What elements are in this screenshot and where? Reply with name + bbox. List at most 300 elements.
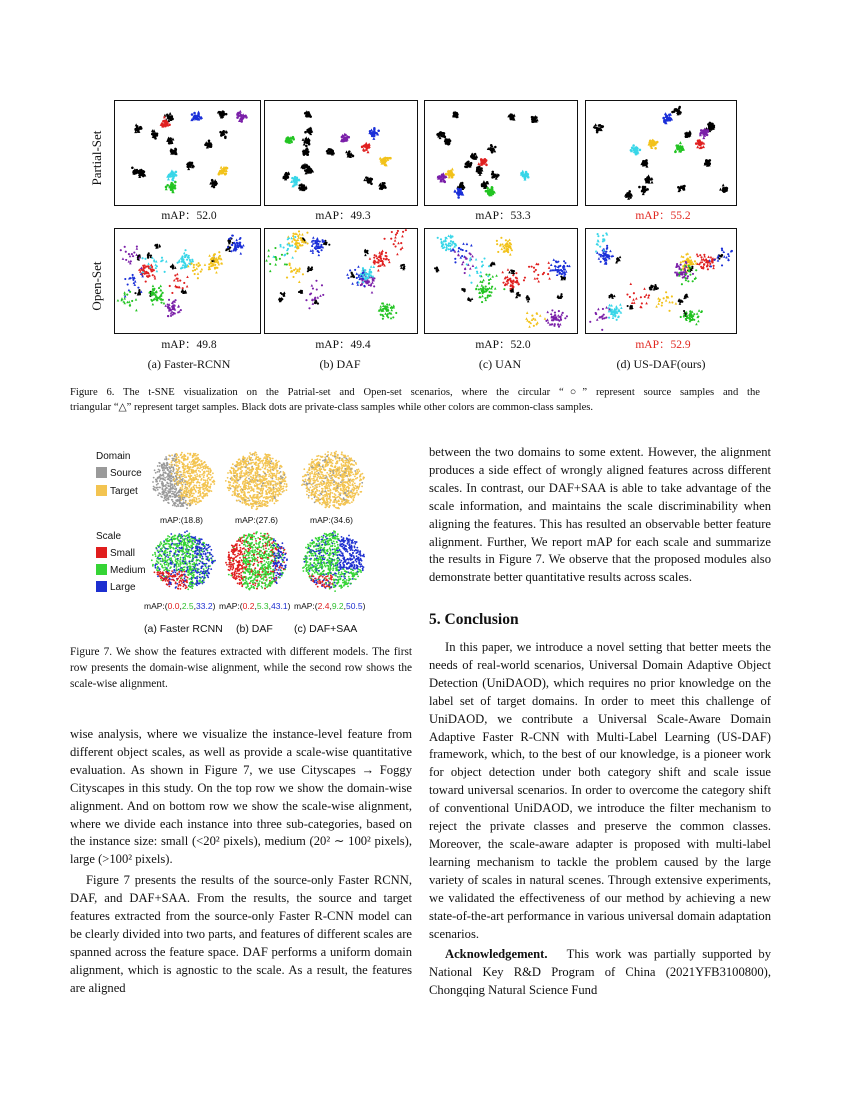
tsne-point [702, 267, 704, 269]
tsne-point [501, 248, 504, 251]
feature-point [208, 477, 210, 479]
tsne-point [685, 253, 687, 255]
tsne-point [386, 315, 388, 317]
tsne-point [551, 269, 553, 271]
tsne-point [124, 278, 126, 280]
tsne-point [495, 174, 498, 177]
tsne-point [175, 171, 178, 174]
tsne-point [699, 254, 701, 256]
tsne-point [208, 140, 211, 143]
tsne-point [494, 146, 497, 149]
feature-point [199, 468, 201, 470]
tsne-point [141, 257, 143, 259]
tsne-point [147, 262, 150, 265]
tsne-point [286, 263, 288, 265]
tsne-point [629, 296, 631, 298]
row-label-partial-set: Partial-Set [89, 130, 104, 186]
feature-point [186, 507, 188, 509]
tsne-panel-open-faster-rcnn [114, 228, 261, 334]
map-partial-daf: mAP：49.3 [315, 210, 371, 222]
feature-point [169, 495, 171, 497]
tsne-point [487, 294, 489, 296]
tsne-point [286, 252, 288, 254]
tsne-point [279, 300, 281, 302]
tsne-point [536, 278, 538, 280]
tsne-point [683, 185, 686, 188]
tsne-point [707, 268, 709, 270]
tsne-point [606, 247, 608, 249]
tsne-point [626, 293, 628, 295]
tsne-point [321, 284, 323, 286]
feature-point [175, 489, 177, 491]
feature-point [210, 479, 212, 481]
feature-point [195, 503, 197, 505]
tsne-point [163, 302, 166, 305]
feature-point [159, 465, 161, 467]
feature-point [185, 455, 187, 457]
feature-point [162, 490, 164, 492]
tsne-point [291, 256, 294, 259]
tsne-point [507, 268, 510, 271]
tsne-point [213, 259, 215, 261]
tsne-point [369, 257, 372, 260]
feature-point [173, 485, 175, 487]
feature-point [172, 505, 174, 507]
tsne-point [481, 295, 484, 298]
feature-point [169, 472, 171, 474]
tsne-point [448, 242, 450, 244]
tsne-point [639, 149, 642, 152]
feature-point [265, 466, 267, 468]
tsne-point [505, 239, 507, 241]
tsne-point [279, 244, 281, 246]
tsne-point [381, 310, 383, 312]
tsne-point [693, 313, 695, 315]
tsne-point [146, 265, 148, 267]
tsne-point [488, 282, 490, 284]
tsne-point [152, 289, 154, 291]
legend-source-label: Source [110, 468, 142, 479]
tsne-point [602, 235, 604, 237]
feature-point [164, 471, 166, 473]
feature-point [196, 473, 198, 475]
tsne-point [509, 288, 511, 290]
tsne-point [135, 298, 138, 301]
legend-medium-label: Medium [110, 565, 146, 576]
tsne-point [297, 247, 299, 249]
tsne-point [197, 277, 199, 279]
tsne-scatter [586, 101, 736, 205]
tsne-point [600, 254, 602, 256]
tsne-point [589, 321, 591, 323]
tsne-point [444, 136, 447, 139]
feature-point [171, 478, 173, 480]
tsne-point [174, 312, 176, 314]
feature-point [191, 490, 193, 492]
feature-point [197, 468, 199, 470]
tsne-point [269, 263, 271, 265]
tsne-point [466, 258, 468, 260]
tsne-point [722, 184, 725, 187]
feature-point [259, 500, 261, 502]
tsne-point [481, 265, 483, 267]
tsne-point [135, 309, 138, 312]
tsne-point [229, 247, 231, 249]
feature-point [258, 505, 260, 507]
feature-point [179, 499, 181, 501]
legend-small [96, 547, 152, 559]
feature-point [201, 484, 203, 486]
tsne-point [123, 300, 126, 303]
tsne-point [521, 173, 524, 176]
tsne-point [370, 275, 372, 277]
tsne-point [395, 312, 397, 314]
tsne-point [695, 323, 698, 326]
map-open-daf: mAP：49.4 [315, 339, 371, 351]
tsne-point [556, 273, 559, 276]
tsne-point [298, 233, 301, 236]
feature-point [187, 465, 189, 467]
tsne-point [688, 265, 690, 267]
feature-point [183, 482, 185, 484]
tsne-point [174, 285, 177, 288]
feature-point [186, 481, 188, 483]
feature-point [199, 482, 201, 484]
tsne-point [725, 256, 728, 259]
tsne-point [604, 317, 606, 319]
tsne-point [400, 242, 402, 244]
tsne-point [174, 274, 176, 276]
tsne-point [564, 317, 566, 319]
tsne-point [386, 303, 388, 305]
tsne-point [230, 250, 232, 252]
feature-point [276, 478, 278, 480]
feature-point [248, 485, 250, 487]
tsne-point [445, 237, 447, 239]
feature-point [185, 484, 187, 486]
tsne-point [488, 265, 490, 267]
tsne-point [233, 248, 235, 250]
feature-point [184, 502, 186, 504]
map-partial-uan: mAP：53.3 [475, 210, 531, 222]
tsne-point [310, 170, 313, 173]
tsne-point [322, 294, 324, 296]
tsne-point [503, 288, 505, 290]
tsne-point [548, 266, 551, 269]
tsne-point [274, 256, 276, 258]
feature-point [163, 479, 165, 481]
tsne-point [165, 260, 168, 263]
tsne-point [451, 176, 454, 179]
tsne-point [372, 265, 375, 268]
tsne-point [287, 238, 289, 240]
tsne-point [347, 277, 349, 279]
feature-point [213, 483, 215, 485]
feature-point [181, 485, 183, 487]
feature-point [177, 484, 179, 486]
tsne-point [173, 279, 176, 282]
tsne-point [605, 306, 608, 309]
tsne-point [657, 287, 659, 289]
feature-point [153, 486, 155, 488]
tsne-point [361, 146, 364, 149]
feature-point [185, 500, 187, 502]
tsne-point [600, 261, 602, 263]
feature-point [268, 475, 270, 477]
feature-point [181, 457, 183, 459]
tsne-point [500, 237, 502, 239]
feature-point [189, 503, 191, 505]
feature-point [177, 477, 179, 479]
tsne-point [383, 158, 386, 161]
tsne-point [369, 178, 372, 181]
tsne-point [306, 232, 308, 234]
feature-point [163, 472, 165, 474]
feature-point [271, 500, 273, 502]
feature-point [167, 502, 169, 504]
tsne-point [295, 250, 297, 252]
tsne-point [225, 131, 228, 134]
tsne-point [496, 243, 498, 245]
tsne-point [597, 308, 600, 311]
tsne-point [197, 272, 200, 275]
tsne-point [678, 272, 680, 274]
tsne-point [125, 259, 127, 261]
tsne-point [284, 254, 286, 256]
feature-point [208, 468, 210, 470]
tsne-point [546, 311, 549, 314]
feature-point [275, 485, 277, 487]
feature-point [171, 464, 173, 466]
tsne-point [595, 250, 598, 253]
tsne-point [563, 266, 565, 268]
tsne-point [370, 285, 372, 287]
tsne-point [454, 261, 456, 263]
tsne-point [563, 277, 565, 279]
tsne-point [306, 129, 309, 132]
feature-point [184, 488, 186, 490]
feature-point [155, 479, 157, 481]
feature-point [188, 485, 190, 487]
feature-point [162, 474, 164, 476]
tsne-point [179, 280, 181, 282]
feature-point [187, 488, 189, 490]
tsne-point [306, 242, 308, 244]
tsne-point [388, 261, 391, 264]
feature-point [193, 461, 195, 463]
feature-point [207, 490, 209, 492]
feature-point [198, 470, 200, 472]
feature-point [166, 495, 168, 497]
tsne-point [245, 116, 248, 119]
tsne-point [124, 246, 126, 248]
feature-point [177, 499, 179, 501]
feature-point [198, 491, 200, 493]
tsne-point [536, 321, 539, 324]
feature-point [212, 472, 214, 474]
tsne-point [486, 296, 488, 298]
tsne-point [130, 260, 133, 263]
tsne-point [301, 244, 303, 246]
tsne-point [131, 300, 133, 302]
tsne-point [394, 239, 397, 242]
tsne-point [531, 266, 533, 268]
tsne-point [684, 277, 686, 279]
feature-point [206, 475, 208, 477]
feature-point [230, 472, 232, 474]
tsne-point [372, 137, 375, 140]
tsne-point [151, 292, 153, 294]
feature-point [282, 491, 284, 493]
tsne-point [192, 270, 194, 272]
feature-point [171, 484, 173, 486]
tsne-point [173, 301, 175, 303]
tsne-point [687, 258, 689, 260]
feature-point [177, 472, 179, 474]
tsne-point [232, 235, 234, 237]
tsne-point [539, 314, 542, 317]
tsne-point [665, 299, 668, 302]
tsne-point [599, 316, 601, 318]
figure6-caption [70, 386, 760, 415]
tsne-point [132, 255, 134, 257]
tsne-point [283, 294, 285, 296]
feature-point [261, 495, 263, 497]
tsne-point [628, 190, 631, 193]
feature-point [277, 500, 279, 502]
tsne-point [126, 301, 129, 304]
tsne-point [302, 138, 305, 141]
feature-point [182, 473, 184, 475]
feature-point [182, 462, 184, 464]
feature-point [196, 475, 198, 477]
tsne-point [352, 275, 354, 277]
feature-point [176, 457, 178, 459]
tsne-point [381, 314, 383, 316]
feature-point [192, 502, 194, 504]
large-swatch [96, 581, 107, 592]
tsne-point [723, 255, 726, 258]
feature-point [169, 455, 171, 457]
tsne-point [516, 280, 518, 282]
tsne-point [183, 252, 186, 255]
feature-point [189, 461, 191, 463]
domain-legend [96, 451, 152, 497]
feature-point [180, 454, 182, 456]
tsne-point [386, 258, 388, 260]
tsne-point [542, 273, 544, 275]
tsne-point [323, 240, 325, 242]
tsne-point [485, 159, 488, 162]
figure6-caption-line1: Figure 6. The t-SNE visualization on the Patrial-set and Open-set scenarios, where the circular “○” represent source samples and the [70, 387, 760, 398]
feature-point [200, 460, 202, 462]
tsne-point [505, 245, 507, 247]
tsne-point [307, 270, 309, 272]
feature-point [167, 467, 169, 469]
feature-point [185, 476, 187, 478]
tsne-point [450, 240, 452, 242]
tsne-point [561, 273, 563, 275]
tsne-point [619, 256, 622, 259]
tsne-point [566, 265, 568, 267]
tsne-point [558, 297, 560, 299]
tsne-point [602, 308, 604, 310]
tsne-point [229, 237, 231, 239]
tsne-point [156, 244, 158, 246]
feature-point [163, 500, 165, 502]
target-swatch [96, 485, 107, 496]
tsne-point [563, 268, 565, 270]
tsne-point [152, 274, 154, 276]
feature-point [178, 490, 180, 492]
feature-point [165, 485, 167, 487]
tsne-point [350, 154, 353, 157]
tsne-point [391, 231, 393, 233]
feature-point [210, 474, 212, 476]
tsne-point [167, 306, 169, 308]
tsne-point [169, 285, 171, 287]
tsne-point [377, 262, 379, 264]
feature-point [180, 471, 182, 473]
feature-point [165, 456, 167, 458]
tsne-scatter [586, 229, 736, 333]
feature-point [247, 461, 249, 463]
tsne-point [678, 107, 681, 110]
tsne-point [657, 302, 660, 305]
tsne-point [464, 267, 467, 270]
tsne-point [136, 125, 139, 128]
feature-point [188, 479, 190, 481]
tsne-point [401, 246, 404, 249]
feature-point [174, 480, 176, 482]
tsne-point [236, 116, 239, 119]
tsne-point [240, 120, 243, 123]
tsne-point [125, 251, 127, 253]
tsne-point [225, 172, 228, 175]
feature-point [193, 493, 195, 495]
feature-point [199, 485, 201, 487]
tsne-point [162, 120, 165, 123]
feature-point [183, 491, 185, 493]
tsne-point [163, 114, 166, 117]
tsne-point [195, 115, 198, 118]
feature-point [189, 473, 191, 475]
feature-point [194, 455, 196, 457]
tsne-point [685, 261, 687, 263]
tsne-point [473, 155, 476, 158]
tsne-point [437, 237, 439, 239]
tsne-point [506, 275, 509, 278]
tsne-point [603, 314, 605, 316]
tsne-point [483, 182, 486, 185]
feature-point [171, 499, 173, 501]
tsne-point [315, 280, 317, 282]
tsne-point [665, 291, 667, 293]
feature-point [189, 453, 191, 455]
tsne-point [194, 273, 196, 275]
feature-point [164, 465, 166, 467]
small-swatch [96, 547, 107, 558]
tsne-point [697, 320, 700, 323]
tsne-point [461, 182, 464, 185]
tsne-point [521, 170, 524, 173]
feature-point [199, 471, 201, 473]
tsne-point [331, 150, 334, 153]
tsne-point [189, 259, 191, 261]
tsne-point [731, 250, 733, 252]
tsne-point [680, 316, 682, 318]
tsne-point [154, 137, 157, 140]
